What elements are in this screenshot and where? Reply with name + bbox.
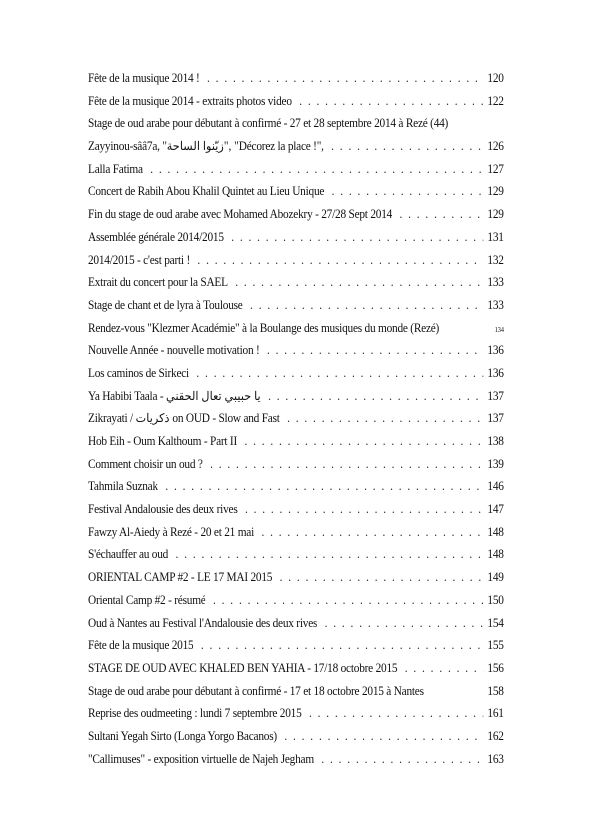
toc-entry[interactable] bbox=[88, 680, 504, 703]
toc-dot-leader bbox=[277, 725, 483, 748]
toc-entry-page-number: 133 bbox=[487, 275, 504, 290]
toc-dot-leader bbox=[203, 453, 484, 476]
toc-entry-page-number: 120 bbox=[487, 71, 504, 85]
toc-dot-leader bbox=[158, 475, 483, 498]
toc-dot-leader bbox=[237, 498, 483, 521]
toc-dot-leader bbox=[324, 135, 484, 158]
toc-entry-title: Stage de oud arabe pour débutant à confirmé - 27 et 28 septembre 2014 à Rezé (44) bbox=[88, 116, 449, 131]
toc-entry-title: Fin du stage de oud arabe avec Mohamed Abozekry - 27/28 Sept 2014 bbox=[88, 207, 393, 222]
toc-entry-title: "Callimuses" - exposition virtuelle de Najeh Jegham bbox=[88, 751, 314, 766]
toc-entry-title: Oud à Nantes au Festival l'Andalousie des deux rives bbox=[88, 615, 318, 630]
toc-dot-leader bbox=[200, 67, 484, 90]
toc-entry[interactable] bbox=[88, 612, 504, 635]
toc-entry-page-number: 149 bbox=[487, 570, 504, 585]
toc-dot-leader bbox=[314, 748, 483, 771]
toc-entry-page-number: 158 bbox=[487, 683, 504, 698]
toc-entry[interactable] bbox=[88, 271, 504, 294]
toc-entry-title: Lalla Fatima bbox=[88, 161, 143, 176]
toc-entry[interactable] bbox=[88, 135, 504, 158]
table-of-contents bbox=[88, 67, 504, 770]
toc-dot-leader bbox=[254, 521, 483, 544]
toc-entry-page-number: 131 bbox=[487, 229, 504, 244]
toc-entry-title: Los caminos de Sirkeci bbox=[88, 365, 189, 380]
toc-entry-title: S'échauffer au oud bbox=[88, 547, 169, 562]
toc-entry-page-number: 161 bbox=[487, 706, 504, 721]
toc-entry[interactable] bbox=[88, 589, 504, 612]
toc-entry[interactable] bbox=[88, 521, 504, 544]
toc-entry[interactable] bbox=[88, 634, 504, 657]
toc-entry[interactable] bbox=[88, 498, 504, 521]
toc-entry-page-number: 146 bbox=[487, 479, 504, 494]
toc-dot-leader bbox=[190, 249, 483, 272]
toc-entry[interactable] bbox=[88, 294, 504, 317]
toc-entry-title: Sultani Yegah Sirto (Longa Yorgo Bacanos) bbox=[88, 728, 277, 743]
toc-dot-leader bbox=[272, 566, 483, 589]
toc-entry-title: Reprise des oudmeeting : lundi 7 septembre 2015 bbox=[88, 706, 302, 721]
toc-entry-page-number: 155 bbox=[487, 638, 504, 653]
toc-entry-page-number: 122 bbox=[487, 93, 504, 108]
toc-entry[interactable] bbox=[88, 453, 504, 476]
toc-dot-leader bbox=[206, 589, 484, 612]
toc-entry-title: Fête de la musique 2014 ! bbox=[88, 71, 200, 85]
toc-entry-page-number: 136 bbox=[487, 343, 504, 358]
toc-entry[interactable] bbox=[88, 90, 504, 113]
toc-entry[interactable] bbox=[88, 430, 504, 453]
toc-entry-title: Rendez-vous "Klezmer Académie" à la Boulange des musiques du monde (Rezé) bbox=[88, 320, 440, 335]
toc-dot-leader bbox=[237, 430, 483, 453]
toc-entry[interactable] bbox=[88, 748, 504, 771]
toc-entry-page-number: 162 bbox=[487, 728, 504, 743]
toc-entry-title: Tahmila Suznak bbox=[88, 479, 158, 494]
toc-entry-title: Nouvelle Année - nouvelle motivation ! bbox=[88, 343, 260, 358]
toc-dot-leader bbox=[261, 385, 484, 408]
toc-entry-page-number: 138 bbox=[487, 434, 504, 448]
toc-entry-page-number: 137 bbox=[487, 411, 504, 426]
toc-dot-leader bbox=[143, 158, 483, 181]
toc-entry-title: Ya Habibi Taala - يا حبيبي تعال الحقني bbox=[88, 388, 261, 403]
toc-entry-title: Fête de la musique 2015 bbox=[88, 638, 194, 653]
toc-entry[interactable] bbox=[88, 67, 504, 90]
toc-entry-title: Oriental Camp #2 - résumé bbox=[88, 592, 206, 607]
toc-entry-page-number: 163 bbox=[487, 751, 504, 766]
toc-dot-leader bbox=[317, 612, 483, 635]
toc-dot-leader bbox=[228, 271, 483, 294]
toc-entry[interactable] bbox=[88, 158, 504, 181]
toc-entry-title: Zayyinou-sââ7a, "زيّنوا الساحة", "Décorez la place !", bbox=[88, 139, 324, 154]
toc-entry[interactable] bbox=[88, 112, 504, 135]
toc-dot-leader bbox=[280, 407, 484, 430]
toc-entry-page-number: 148 bbox=[487, 547, 504, 562]
toc-entry-title: ORIENTAL CAMP #2 - LE 17 MAI 2015 bbox=[88, 570, 273, 585]
toc-dot-leader bbox=[193, 634, 483, 657]
toc-dot-leader bbox=[392, 203, 483, 226]
toc-dot-leader bbox=[243, 294, 484, 317]
toc-entry-title: Concert de Rabih Abou Khalil Quintet au Lieu Unique bbox=[88, 184, 325, 199]
toc-entry-page-number: 148 bbox=[487, 524, 504, 539]
toc-dot-leader bbox=[397, 657, 483, 680]
toc-entry-page-number: 139 bbox=[487, 456, 504, 471]
toc-entry[interactable] bbox=[88, 203, 504, 226]
toc-entry-page-number: 127 bbox=[487, 161, 504, 176]
toc-entry-title: Hob Eih - Oum Kalthoum - Part II bbox=[88, 434, 238, 448]
toc-dot-leader bbox=[168, 543, 483, 566]
toc-entry-title: Stage de chant et de lyra à Toulouse bbox=[88, 297, 243, 312]
toc-entry-title: Comment choisir un oud ? bbox=[88, 456, 203, 471]
toc-entry[interactable] bbox=[88, 407, 504, 430]
toc-entry[interactable] bbox=[88, 180, 504, 203]
toc-dot-leader bbox=[260, 339, 484, 362]
toc-entry-page-number: 129 bbox=[487, 184, 504, 199]
toc-dot-leader bbox=[189, 362, 483, 385]
toc-dot-leader bbox=[302, 702, 484, 725]
toc-entry[interactable] bbox=[88, 317, 504, 340]
toc-entry-page-number: 134 bbox=[494, 325, 504, 334]
toc-entry-title: Festival Andalousie des deux rives bbox=[88, 502, 238, 517]
toc-dot-leader bbox=[292, 90, 483, 113]
toc-entry[interactable] bbox=[88, 339, 504, 362]
toc-entry-page-number: 129 bbox=[487, 207, 504, 222]
toc-entry-page-number: 136 bbox=[487, 365, 504, 380]
toc-entry[interactable] bbox=[88, 249, 504, 272]
toc-entry[interactable] bbox=[88, 657, 504, 680]
toc-entry-page-number: 137 bbox=[487, 388, 504, 403]
toc-entry-page-number: 154 bbox=[487, 615, 504, 630]
toc-entry[interactable] bbox=[88, 226, 504, 249]
toc-entry-title: Extrait du concert pour la SAEL bbox=[88, 275, 228, 290]
toc-entry-title: STAGE DE OUD AVEC KHALED BEN YAHIA - 17/18 octobre 2015 bbox=[88, 660, 398, 675]
toc-dot-leader bbox=[324, 180, 483, 203]
toc-entry-page-number: 133 bbox=[487, 297, 504, 312]
toc-entry-page-number: 150 bbox=[487, 592, 504, 607]
toc-dot-leader bbox=[224, 226, 483, 249]
toc-entry-title: Fête de la musique 2014 - extraits photos video bbox=[88, 93, 292, 108]
toc-entry[interactable] bbox=[88, 543, 504, 566]
toc-entry-title: Fawzy Al-Aiedy à Rezé - 20 et 21 mai bbox=[88, 524, 255, 539]
toc-entry[interactable] bbox=[88, 725, 504, 748]
toc-entry-page-number: 132 bbox=[487, 252, 504, 267]
toc-entry-title: Zikrayati / ذكريات on OUD - Slow and Fast bbox=[88, 411, 280, 426]
toc-entry-title: Assemblée générale 2014/2015 bbox=[88, 229, 224, 244]
toc-entry[interactable] bbox=[88, 362, 504, 385]
toc-entry[interactable] bbox=[88, 566, 504, 589]
toc-entry[interactable] bbox=[88, 475, 504, 498]
toc-entry-title: 2014/2015 - c'est parti ! bbox=[88, 252, 190, 267]
toc-entry-page-number: 156 bbox=[487, 660, 504, 675]
toc-entry[interactable] bbox=[88, 385, 504, 408]
toc-entry-page-number: 126 bbox=[487, 139, 504, 154]
toc-entry-page-number: 147 bbox=[487, 502, 504, 517]
toc-entry[interactable] bbox=[88, 702, 504, 725]
toc-entry-title: Stage de oud arabe pour débutant à confirmé - 17 et 18 octobre 2015 à Nantes bbox=[88, 683, 424, 698]
